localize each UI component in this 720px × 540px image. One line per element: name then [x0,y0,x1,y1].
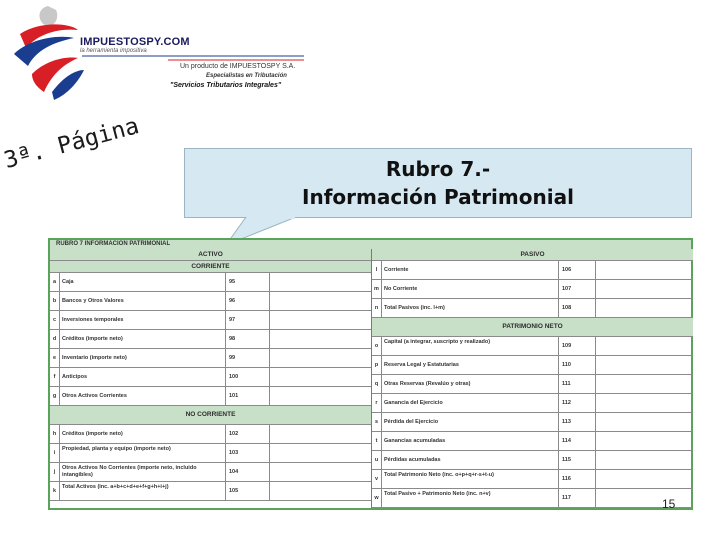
row-code: 115 [558,451,596,469]
row-letter: n [372,299,382,317]
table-row [50,463,371,482]
servicios-line: "Servicios Tributarios Integrales" [170,82,282,89]
row-code: 110 [558,356,596,374]
row-code: 97 [225,311,270,329]
row-letter: v [372,470,382,488]
row-label: Ganancia del Ejercicio [384,400,443,406]
row-letter: l [372,261,382,279]
row-label: Total Pasivo + Patrimonio Neto (inc. n+v) [384,491,491,497]
row-code: 114 [558,432,596,450]
row-label: Otros Activos Corrientes [62,393,127,399]
table-row [372,356,693,375]
row-code: 109 [558,337,596,355]
brand-tagline: la herramienta impositiva [80,48,147,54]
table-row [372,432,693,451]
producto-line: Un producto de IMPUESTOSPY S.A. [180,63,296,70]
callout-box [184,148,692,218]
table-row [372,299,693,318]
row-label: Pérdida del Ejercicio [384,419,439,425]
table-row [372,394,693,413]
row-letter: m [372,280,382,298]
row-code: 103 [225,444,270,462]
row-label: Capital (a integrar, suscripto y realizado) [384,339,491,345]
row-code: 101 [225,387,270,405]
row-label: Total Patrimonio Neto (inc. o+p+q+r-s+t-u) [384,472,494,478]
table-title: RUBRO 7 INFORMACION PATRIMONIAL [50,240,691,249]
row-code: 99 [225,349,270,367]
row-letter: p [372,356,382,374]
row-letter: s [372,413,382,431]
page-number: 15 [662,497,676,511]
row-code: 107 [558,280,596,298]
table-row [372,375,693,394]
row-code: 117 [558,489,596,507]
row-code: 105 [225,482,270,500]
row-letter: k [50,482,60,500]
row-letter: b [50,292,60,310]
row-letter: c [50,311,60,329]
table-row [50,273,371,292]
table-row [372,261,693,280]
rubro7-table [48,238,693,510]
row-label: Total Activos (inc. a+b+c+d+e+f+g+h+i+j) [62,484,169,490]
row-label: Propiedad, planta y equipo (importe neto) [62,446,171,452]
row-label: Caja [62,279,74,285]
row-label: Corriente [384,267,409,273]
activo-column [50,249,371,501]
row-code: 98 [225,330,270,348]
row-code: 116 [558,470,596,488]
table-row [50,330,371,349]
table-row [50,349,371,368]
row-letter: e [50,349,60,367]
row-label: Créditos (importe neto) [62,431,123,437]
table-row [372,280,693,299]
row-code: 111 [558,375,596,393]
page-label: 3ª. Página [1,113,142,174]
row-letter: r [372,394,382,412]
impuestospy-logo [8,4,308,104]
row-code: 96 [225,292,270,310]
row-code: 108 [558,299,596,317]
row-letter: o [372,337,382,355]
row-label: Ganancias acumuladas [384,438,446,444]
row-label: No Corriente [384,286,418,292]
table-row [372,489,693,508]
row-letter: g [50,387,60,405]
row-letter: q [372,375,382,393]
row-letter: t [372,432,382,450]
row-code: 104 [225,463,270,481]
table-row [372,470,693,489]
especialistas-line: Especialistas en Tributación [206,73,287,79]
callout-title: Rubro 7.- [385,157,491,181]
row-label: Bancos y Otros Valores [62,298,124,304]
row-label: Inventario (importe neto) [62,355,127,361]
row-label: Reserva Legal y Estatutarias [384,362,459,368]
row-letter: j [50,463,60,481]
table-row [50,368,371,387]
row-label: Otras Reservas (Revalúo y otras) [384,381,471,387]
callout-subtitle: Información Patrimonial [302,185,574,209]
corriente-header: CORRIENTE [50,261,371,273]
table-row [50,387,371,406]
row-code: 112 [558,394,596,412]
row-letter: a [50,273,60,291]
row-label: Inversiones temporales [62,317,124,323]
table-row [50,311,371,330]
table-row [50,444,371,463]
brand-name: IMPUESTOSPY.COM [80,36,190,48]
row-code: 106 [558,261,596,279]
table-row [372,451,693,470]
row-code: 102 [225,425,270,443]
row-code: 95 [225,273,270,291]
row-code: 113 [558,413,596,431]
table-row [50,292,371,311]
pasivo-header: PASIVO [372,249,693,261]
table-row [50,425,371,444]
row-letter: u [372,451,382,469]
row-label: Anticipos [62,374,88,380]
row-letter: i [50,444,60,462]
table-row [372,337,693,356]
row-label: Pérdidas acumuladas [384,457,441,463]
no-corriente-header: NO CORRIENTE [50,406,371,425]
table-row [50,482,371,501]
row-letter: h [50,425,60,443]
patrimonio-header: PATRIMONIO NETO [372,318,693,337]
activo-header: ACTIVO [50,249,371,261]
row-letter: f [50,368,60,386]
row-letter: d [50,330,60,348]
pasivo-column [371,249,693,508]
row-letter: w [372,489,382,507]
row-label: Créditos (importe neto) [62,336,123,342]
row-label: Otros Activos No Corrientes (importe neto, incluido intangibles) [62,465,197,478]
row-code: 100 [225,368,270,386]
table-row [372,413,693,432]
row-label: Total Pasivos (inc. l+m) [384,305,445,311]
